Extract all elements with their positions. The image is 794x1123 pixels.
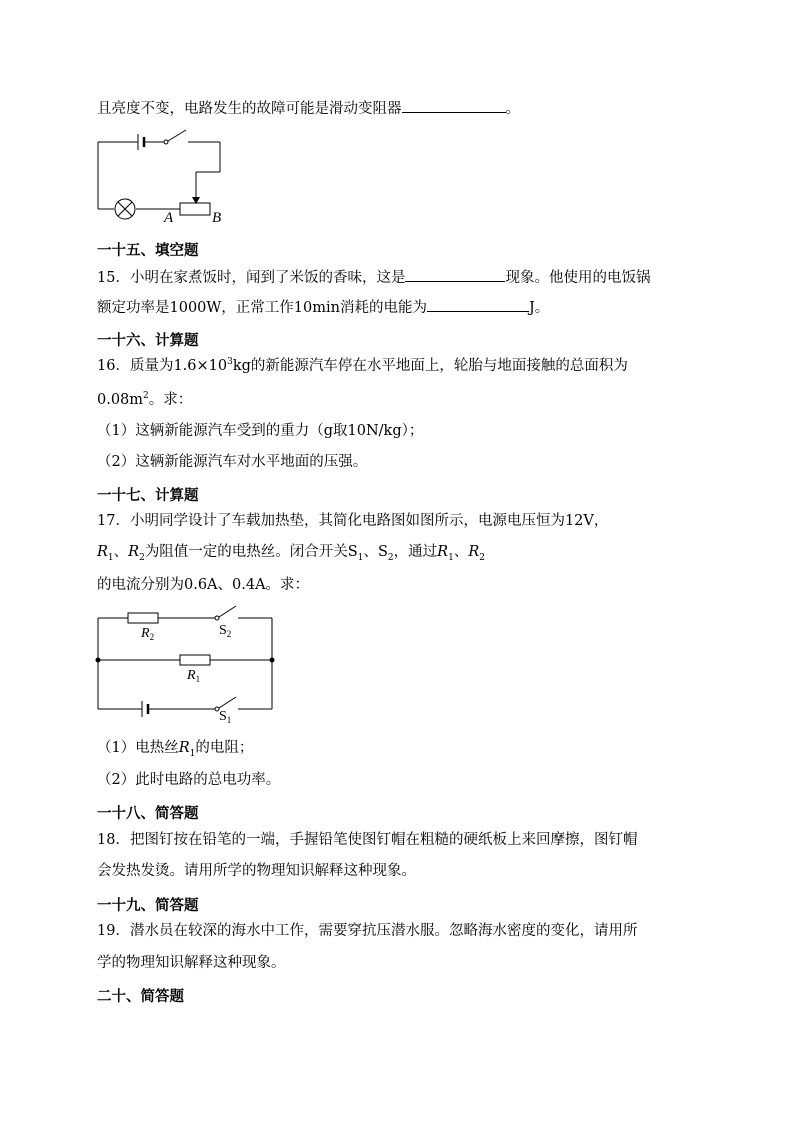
section-heading-17: 一十七、计算题 — [97, 487, 199, 504]
switch-s2-contact — [215, 616, 219, 620]
q17-item1: （1）电热丝$R_1$的电阻； — [97, 740, 254, 759]
junction-dot-left — [96, 658, 101, 663]
label-s1: $S_1$ — [219, 709, 232, 725]
resistor-r1 — [180, 655, 210, 665]
label-r2: $R_2$ — [141, 626, 155, 642]
q19-line1: 19．潜水员在较深的海水中工作，需要穿抗压潜水服。忽略海水密度的变化，请用所 — [97, 923, 638, 939]
label-s2: $S_2$ — [219, 623, 232, 639]
resistor-r2 — [128, 613, 158, 623]
switch-s1-blade — [219, 697, 236, 708]
terminal-label-a: A — [164, 210, 174, 226]
q16-line2: $0.08m^2$。求： — [97, 391, 193, 408]
terminal-label-b: B — [212, 210, 222, 226]
section-heading-18: 一十八、简答题 — [97, 805, 199, 822]
q17-item2: （2）此时电路的总电功率。 — [97, 772, 281, 788]
switch-s2-blade — [219, 606, 236, 617]
q15-line1: 15．小明在家煮饭时，闻到了米饭的香味，这是 现象。他使用的电饭锅 — [97, 266, 650, 288]
q16-line1: 16．质量为$1.6\times 10^3kg$的新能源汽车停在水平地面上，轮胎与地面接触的总面积为 — [97, 357, 628, 374]
q16-item1: （1）这辆新能源汽车受到的重力（g取10N/kg）； — [97, 423, 424, 439]
q16-item2: （2）这辆新能源汽车对水平地面的压强。 — [97, 454, 368, 470]
q14-continuation-line: 且亮度不变，电路发生的故障可能是滑动变阻器 。 — [97, 97, 520, 119]
q15-line2: 额定功率是1000W，正常工作10min消耗的电能为 J。 — [97, 296, 549, 318]
section-heading-16: 一十六、计算题 — [97, 332, 199, 349]
section-heading-15: 一十五、填空题 — [97, 242, 199, 259]
q17-line3: 的电流分别为0.6A、0.4A。求： — [97, 577, 310, 593]
label-r1: $R_1$ — [187, 668, 201, 684]
q17-line2: $R_1$、$R_2$为阻值一定的电热丝。闭合开关$S_1$、$S_2$，通过$R_1$、$R_2$ — [97, 544, 485, 563]
section-heading-19: 一十九、简答题 — [97, 897, 199, 914]
q18-line1: 18．把图钉按在铅笔的一端，手握铅笔使图钉帽在粗糙的硬纸板上来回摩擦，图钉帽 — [97, 832, 638, 848]
q17-line1: 17．小明同学设计了车载加热垫，其简化电路图如图所示，电源电压恒为12V， — [97, 513, 609, 529]
q18-line2: 会发热发烫。请用所学的物理知识解释这种现象。 — [97, 863, 416, 879]
section-heading-20: 二十、简答题 — [97, 988, 184, 1005]
q19-line2: 学的物理知识解释这种现象。 — [97, 955, 286, 971]
junction-dot-right — [270, 658, 275, 663]
